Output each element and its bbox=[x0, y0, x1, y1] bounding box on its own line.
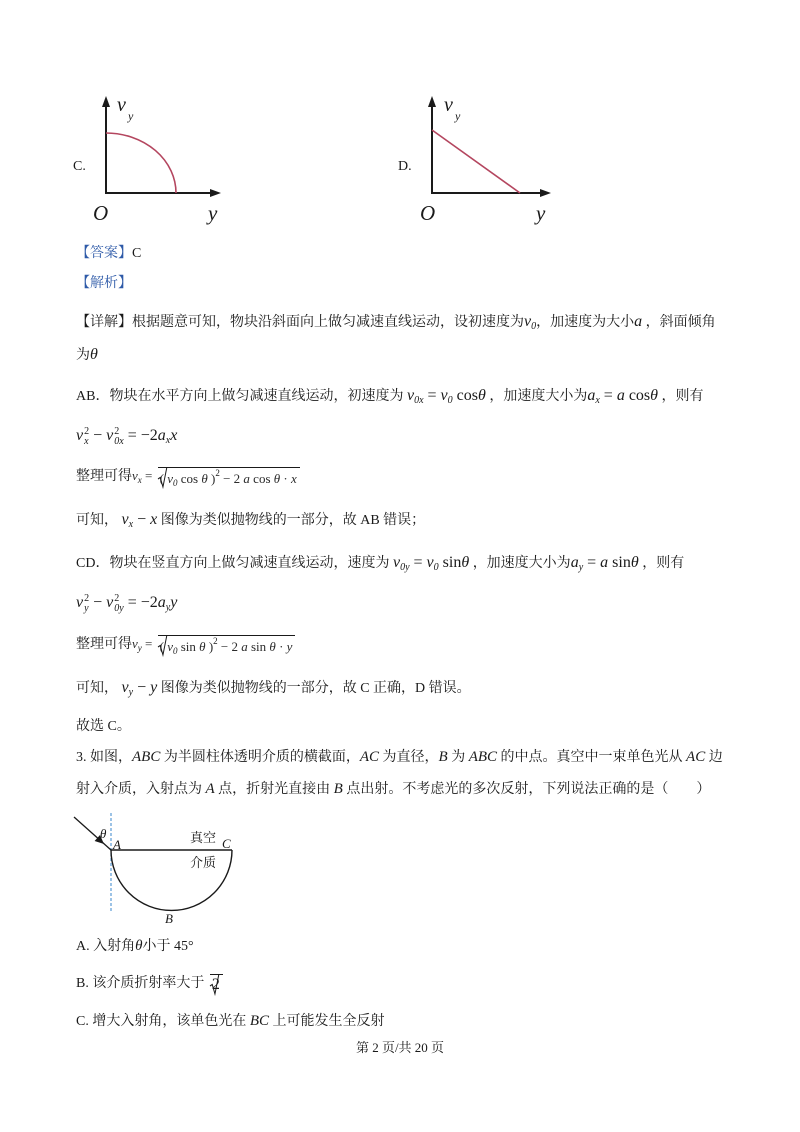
math-symbol: a bbox=[157, 594, 166, 611]
subscript: 0x bbox=[414, 395, 424, 406]
math-scripted bbox=[427, 549, 439, 578]
option-a bbox=[76, 932, 194, 960]
math-symbol: = bbox=[141, 468, 156, 483]
math-symbol: − 2 bbox=[219, 470, 244, 486]
math-scripted bbox=[106, 589, 124, 618]
analysis-line bbox=[76, 270, 132, 298]
subscript: x bbox=[137, 475, 142, 485]
point-c-label: C bbox=[222, 836, 231, 851]
cd-equation bbox=[76, 589, 177, 617]
math-symbol: = bbox=[583, 554, 601, 571]
text-run: 图像为类似抛物线的一部分，故 C 正确，D 错误。 bbox=[157, 681, 471, 696]
math-scripted bbox=[158, 589, 170, 618]
subscript: y bbox=[128, 687, 134, 698]
superscript: 2 bbox=[84, 592, 90, 604]
math-symbol: θ bbox=[90, 346, 98, 363]
math-symbol: 2 bbox=[211, 975, 220, 993]
y-axis-arrow bbox=[102, 96, 110, 107]
math-symbol: θ bbox=[630, 554, 639, 571]
math-symbol: θ bbox=[199, 638, 206, 654]
x-axis-label: y bbox=[208, 201, 218, 225]
radical-sign bbox=[158, 466, 167, 488]
square-root bbox=[158, 466, 300, 488]
math-symbol: x bbox=[291, 470, 297, 486]
math-symbol: θ bbox=[135, 938, 143, 954]
math-symbol: v bbox=[167, 470, 173, 486]
math-symbol: cos bbox=[177, 470, 202, 486]
text-run: ，加速度大小为 bbox=[485, 389, 588, 404]
superscript: 2 bbox=[215, 467, 220, 478]
superscript: 2 bbox=[114, 592, 120, 604]
math-symbol: v bbox=[132, 636, 138, 651]
math-symbol: ABC bbox=[468, 749, 498, 765]
x-axis-arrow bbox=[540, 189, 551, 197]
math-symbol: = bbox=[423, 387, 441, 404]
text-run: 点，折射光直接由 bbox=[214, 782, 334, 797]
math-symbol: v bbox=[406, 387, 415, 404]
text-run: 为直径， bbox=[379, 750, 439, 765]
math-symbol: v bbox=[76, 594, 84, 611]
math-symbol: v bbox=[76, 427, 84, 444]
math-symbol: v bbox=[106, 427, 114, 444]
math-symbol: a bbox=[241, 638, 248, 654]
math-symbol: A bbox=[205, 781, 215, 797]
text-run: 可知， bbox=[76, 513, 122, 528]
text-run: 射入介质，入射点为 bbox=[76, 782, 206, 797]
math-symbol: x bbox=[170, 427, 178, 444]
math-symbol: ) bbox=[207, 470, 216, 486]
math-symbol: v bbox=[167, 638, 173, 654]
text-run: 为 bbox=[76, 348, 90, 363]
math-symbol: a bbox=[634, 313, 643, 330]
math-scripted bbox=[167, 469, 177, 490]
math-symbol: y bbox=[150, 679, 158, 696]
y-axis-label: v bbox=[444, 94, 453, 116]
superscript: 2 bbox=[114, 425, 120, 437]
math-symbol: − bbox=[133, 511, 151, 528]
math-symbol: v bbox=[121, 511, 129, 528]
text-run: C. 增大入射角，该单色光在 bbox=[76, 1014, 250, 1029]
answer-value: C bbox=[132, 246, 142, 261]
text-run: ，加速度为大小 bbox=[536, 315, 635, 330]
math-symbol: θ bbox=[477, 387, 486, 404]
text-run: 3. 如图， bbox=[76, 750, 132, 765]
math-symbol: ABC bbox=[132, 749, 161, 765]
x-axis-label: y bbox=[536, 201, 546, 225]
math-scripted bbox=[167, 637, 177, 658]
math-symbol: a bbox=[616, 387, 625, 404]
point-b-label: B bbox=[165, 911, 173, 926]
text-run: 边 bbox=[705, 750, 723, 765]
subscript: 0 bbox=[433, 562, 439, 573]
math-symbol: ( bbox=[159, 638, 168, 654]
math-symbol: − bbox=[89, 594, 107, 611]
math-symbol: · bbox=[280, 470, 291, 486]
vy-y-line bbox=[432, 130, 520, 193]
subscript: y bbox=[165, 602, 171, 613]
math-symbol: θ bbox=[650, 387, 659, 404]
math-symbol: sin bbox=[177, 638, 200, 654]
subscript: x bbox=[165, 435, 171, 446]
math-scripted bbox=[132, 630, 142, 659]
subscript: 0x bbox=[114, 435, 124, 447]
subscript: 0y bbox=[114, 602, 124, 614]
superscript: 2 bbox=[213, 635, 218, 646]
graph-option-label: D. bbox=[398, 159, 412, 174]
math-scripted bbox=[587, 382, 599, 411]
math-symbol: v bbox=[426, 554, 434, 571]
math-symbol: a bbox=[157, 427, 166, 444]
math-symbol: − 2 bbox=[217, 638, 242, 654]
math-scripted bbox=[76, 589, 89, 618]
subscript: 0 bbox=[173, 645, 178, 656]
math-symbol: = −2 bbox=[123, 594, 158, 611]
detail-line-2 bbox=[76, 341, 98, 369]
text-run: ，则有 bbox=[638, 556, 685, 571]
text-run: 图像为类似抛物线的一部分，故 AB 错误； bbox=[157, 513, 426, 528]
page-footer: 第 2 页/共 20 页 bbox=[355, 1040, 445, 1055]
text-run: CD．物块在竖直方向上做匀减速直线运动，速度为 bbox=[76, 556, 393, 571]
math-scripted bbox=[206, 636, 218, 658]
subscript: 0 bbox=[447, 395, 453, 406]
final-choice bbox=[76, 713, 131, 741]
math-symbol: a bbox=[243, 470, 250, 486]
math-symbol: cos bbox=[249, 470, 274, 486]
text-run: 为半圆柱体透明介质的横截面， bbox=[160, 750, 360, 765]
superscript: 2 bbox=[84, 425, 90, 437]
subscript: y bbox=[84, 602, 89, 614]
theta-label: θ bbox=[100, 826, 107, 841]
subscript: y bbox=[137, 643, 142, 653]
analysis-tag: 【解析】 bbox=[76, 276, 132, 291]
math-symbol: = bbox=[599, 387, 617, 404]
subscript: x bbox=[595, 395, 600, 406]
subscript: 0y bbox=[400, 562, 410, 573]
option-c bbox=[76, 1007, 385, 1035]
text-run: 为 bbox=[447, 750, 469, 765]
math-symbol: sin bbox=[247, 638, 270, 654]
math-symbol: θ bbox=[201, 470, 208, 486]
radical-sign bbox=[158, 634, 167, 656]
math-scripted bbox=[393, 549, 410, 578]
y-axis-label-subscript: y bbox=[128, 109, 134, 123]
answer-line bbox=[76, 240, 141, 268]
origin-label: O bbox=[420, 201, 436, 225]
text-run: B. 该介质折射率大于 bbox=[76, 976, 208, 991]
math-scripted bbox=[76, 422, 89, 451]
math-scripted bbox=[524, 308, 536, 337]
math-symbol: v bbox=[440, 387, 448, 404]
sub-sup bbox=[114, 427, 123, 447]
square-root bbox=[210, 973, 223, 995]
math-symbol: sin bbox=[608, 554, 631, 571]
subscript: x bbox=[84, 435, 89, 447]
radicand bbox=[158, 467, 300, 490]
math-symbol: a bbox=[570, 554, 579, 571]
subscript: 0 bbox=[173, 477, 178, 488]
ab-equation bbox=[76, 422, 177, 450]
math-scripted bbox=[571, 549, 583, 578]
math-symbol: θ bbox=[269, 638, 276, 654]
math-symbol: a bbox=[600, 554, 609, 571]
ab-solution bbox=[76, 462, 300, 490]
math-symbol: θ bbox=[461, 554, 470, 571]
text-run: 点出射。不考虑光的多次反射，下列说法正确的是（ ） bbox=[342, 782, 711, 797]
math-scripted bbox=[122, 674, 134, 703]
math-symbol: cos bbox=[452, 387, 478, 404]
subscript: 0 bbox=[531, 321, 537, 332]
math-scripted bbox=[441, 382, 453, 411]
math-symbol: sin bbox=[438, 554, 462, 571]
subscript: y bbox=[578, 562, 584, 573]
vacuum-label: 真空 bbox=[190, 830, 217, 845]
option-b bbox=[76, 970, 223, 998]
graph-option-c bbox=[73, 94, 221, 225]
text-run: 可知， bbox=[76, 681, 122, 696]
math-symbol: = −2 bbox=[123, 427, 158, 444]
math-symbol: θ bbox=[273, 470, 281, 486]
text-run: 上可能发生全反射 bbox=[269, 1014, 385, 1029]
y-axis-label-subscript: y bbox=[455, 109, 461, 123]
math-scripted bbox=[208, 468, 220, 490]
radical-sign bbox=[210, 973, 219, 995]
math-symbol: ( bbox=[159, 470, 168, 486]
detail-line-1 bbox=[76, 308, 716, 336]
subscript: x bbox=[128, 519, 134, 530]
ab-conclusion bbox=[76, 506, 425, 534]
math-symbol: x bbox=[150, 511, 158, 528]
math-symbol: v bbox=[392, 554, 401, 571]
math-scripted bbox=[122, 506, 134, 535]
math-symbol: y bbox=[170, 594, 178, 611]
math-scripted bbox=[132, 462, 142, 491]
medium-label: 介质 bbox=[190, 855, 217, 870]
math-symbol: cos bbox=[624, 387, 651, 404]
text-run: 整理可得 bbox=[76, 637, 132, 652]
math-symbol: v bbox=[121, 679, 129, 696]
math-symbol: AC bbox=[359, 749, 380, 765]
x-axis-arrow bbox=[210, 189, 221, 197]
text-run: 【详解】根据题意可知，物块沿斜面向上做匀减速直线运动，设初速度为 bbox=[76, 315, 524, 330]
origin-label: O bbox=[93, 201, 109, 225]
cd-conclusion bbox=[76, 674, 471, 702]
math-symbol: B bbox=[333, 781, 343, 797]
square-root bbox=[158, 634, 296, 656]
text-run: 的中点。真空中一束单色光从 bbox=[497, 750, 687, 765]
point-a-label: A bbox=[113, 837, 121, 852]
math-symbol: v bbox=[524, 313, 532, 330]
math-symbol: − bbox=[89, 427, 107, 444]
math-symbol: AC bbox=[686, 749, 706, 765]
math-scripted bbox=[158, 422, 170, 451]
graph-option-label: C. bbox=[73, 159, 86, 174]
math-symbol: B bbox=[438, 749, 448, 765]
answer-tag: 【答案】 bbox=[76, 246, 132, 261]
ab-analysis-line bbox=[76, 382, 704, 410]
text-run: ，加速度大小为 bbox=[469, 556, 571, 571]
math-symbol: y bbox=[286, 638, 293, 654]
y-axis-arrow bbox=[428, 96, 436, 107]
text-run: 小于 45° bbox=[142, 939, 194, 954]
graph-option-d bbox=[398, 94, 551, 225]
math-symbol: a bbox=[587, 387, 596, 404]
cd-solution bbox=[76, 630, 295, 658]
math-symbol: BC bbox=[249, 1013, 270, 1029]
math-symbol: = bbox=[409, 554, 427, 571]
math-symbol: ) bbox=[205, 638, 214, 654]
text-run: 整理可得 bbox=[76, 469, 132, 484]
text-run: ，斜面倾角 bbox=[642, 315, 716, 330]
option-graphs bbox=[0, 0, 800, 240]
math-symbol: v bbox=[106, 594, 114, 611]
refraction-figure bbox=[0, 800, 260, 935]
text-run: 故选 C。 bbox=[76, 719, 131, 734]
radicand bbox=[158, 635, 296, 658]
text-run: ，则有 bbox=[658, 389, 704, 404]
vy-y-curve bbox=[106, 133, 176, 193]
math-symbol: − bbox=[133, 679, 151, 696]
math-symbol: v bbox=[132, 468, 138, 483]
math-scripted bbox=[106, 422, 124, 451]
cd-analysis-line bbox=[76, 549, 684, 577]
sub-sup bbox=[114, 594, 123, 614]
math-symbol: = bbox=[141, 636, 156, 651]
text-run: A. 入射角 bbox=[76, 939, 136, 954]
math-symbol: · bbox=[275, 638, 287, 654]
math-scripted bbox=[407, 382, 424, 411]
question-stem-line-2 bbox=[76, 775, 710, 803]
y-axis-label: v bbox=[117, 94, 126, 116]
question-stem-line-1 bbox=[76, 743, 723, 771]
text-run: AB．物块在水平方向上做匀减速直线运动，初速度为 bbox=[76, 389, 407, 404]
